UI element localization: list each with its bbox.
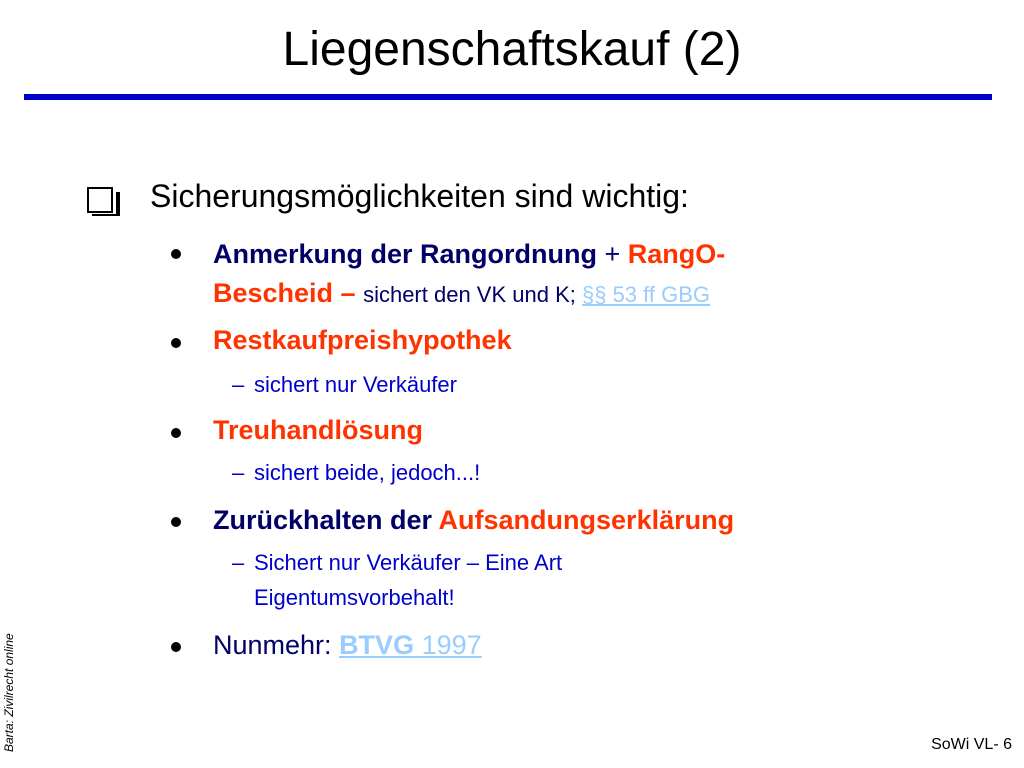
- sub-item-text-line2: Eigentumsvorbehalt!: [254, 585, 455, 610]
- item-text-anmerkung: Anmerkung der Rangordnung: [213, 239, 597, 269]
- item-text-sichert: sichert den VK und K;: [363, 282, 582, 307]
- bullet-dot-icon: [171, 338, 181, 348]
- list-item-treuhandloesung: Treuhandlösung: [213, 415, 424, 445]
- item-text-aufsandungserklaerung: Aufsandungserklärung: [438, 505, 735, 535]
- checkbox-square-icon: [86, 182, 120, 216]
- list-item-rangordnung-line2: [213, 276, 710, 312]
- list-item-rangordnung: [213, 237, 725, 271]
- item-text-plus: +: [597, 239, 628, 269]
- item-text-nunmehr: Nunmehr:: [213, 630, 340, 660]
- slide-title: Liegenschaftskauf (2): [282, 23, 742, 76]
- btvg-year-link[interactable]: 1997: [414, 630, 482, 660]
- sub-dash: –: [232, 460, 245, 485]
- bullet-dot-icon: [171, 517, 181, 527]
- list-item-aufsandung: [213, 503, 734, 537]
- list-item-btvg: [213, 628, 482, 662]
- btvg-link[interactable]: BTVG: [339, 630, 415, 660]
- sub-dash: –: [232, 550, 245, 575]
- list-item-restkaufpreishypothek: Restkaufpreishypothek: [213, 325, 512, 355]
- slide-footer: SoWi VL- 6: [931, 736, 1012, 753]
- bullet-dot-icon: [171, 642, 181, 652]
- item-text-zurueckhalten: Zurückhalten der: [213, 505, 439, 535]
- sub-dash: –: [232, 372, 245, 397]
- level1-text: Sicherungsmöglichkeiten sind wichtig:: [150, 178, 689, 214]
- gbg-link[interactable]: §§ 53 ff GBG: [581, 282, 710, 307]
- bullet-dot-icon: [171, 428, 181, 438]
- bullet-dot-icon: [171, 249, 181, 259]
- item-text-bescheid: Bescheid –: [213, 278, 364, 308]
- item-text-rango: RangO-: [627, 239, 726, 269]
- sub-item-text: sichert beide, jedoch...!: [254, 460, 481, 485]
- sub-item-text: Sichert nur Verkäufer – Eine Art: [254, 550, 563, 575]
- sub-item-text: sichert nur Verkäufer: [254, 372, 457, 397]
- sidebar-source-text: Barta: Zivilrecht online: [2, 633, 16, 752]
- title-divider: [24, 94, 992, 100]
